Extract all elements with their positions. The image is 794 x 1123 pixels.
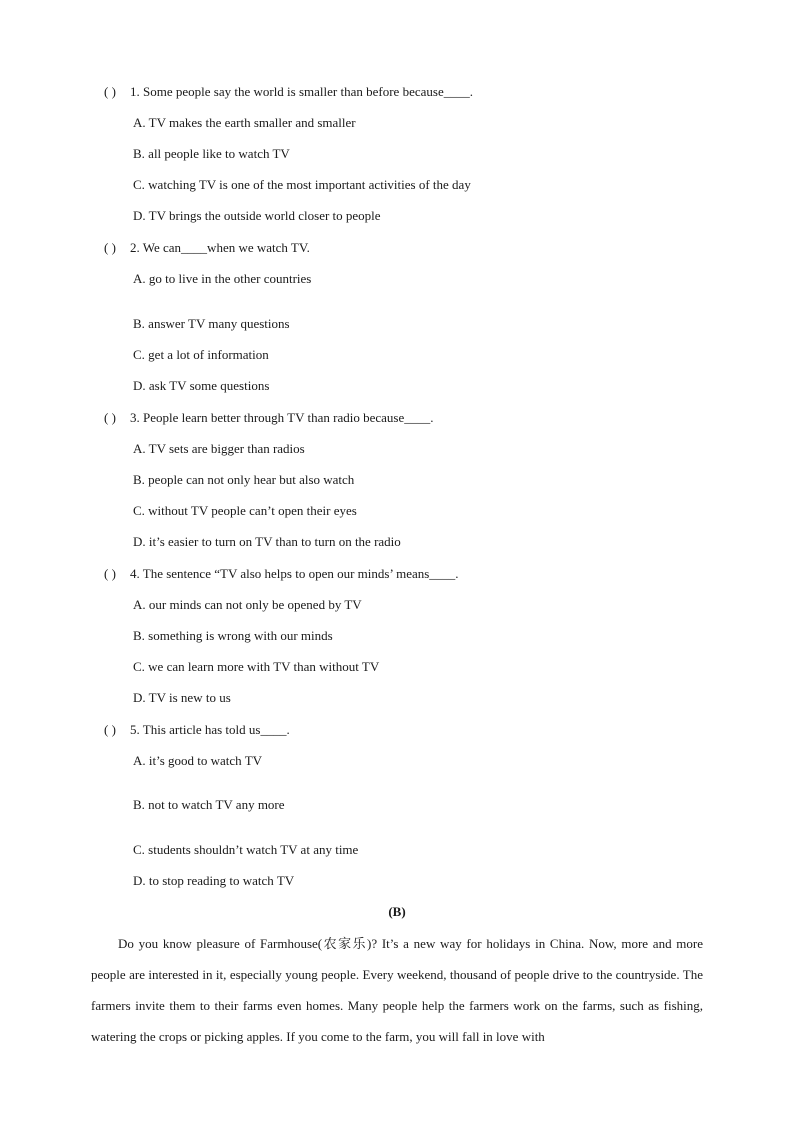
option-d: D. TV brings the outside world closer to people bbox=[133, 208, 381, 223]
option-a: A. TV sets are bigger than radios bbox=[133, 441, 305, 456]
option-a: A. our minds can not only be opened by TV bbox=[133, 597, 362, 612]
section-title: (B) bbox=[388, 904, 406, 919]
option-b: B. something is wrong with our minds bbox=[133, 628, 333, 643]
option-c: C. get a lot of information bbox=[133, 347, 269, 362]
option-d: D. to stop reading to watch TV bbox=[133, 873, 295, 888]
question-stem: 1. Some people say the world is smaller than before because____. bbox=[130, 84, 473, 99]
option-c: C. students shouldn’t watch TV at any time bbox=[133, 842, 359, 857]
question-stem: 3. People learn better through TV than radio because____. bbox=[130, 410, 434, 425]
answer-blank[interactable]: ( ) bbox=[104, 566, 116, 581]
reading-paragraph: Do you know pleasure of Farmhouse(农家乐)? It’s a new way for holidays in China. Now, more and more people are interested in it, especially young people. Every weekend, thousand of people drive to the countryside. The farmers invite them to their farms even homes. Many people help the farmers work on the farms, such as fishing, watering the crops or picking apples. If you come to the farm, you will fall in love with bbox=[91, 936, 703, 1044]
option-d: D. ask TV some questions bbox=[133, 378, 270, 393]
option-b: B. not to watch TV any more bbox=[133, 797, 285, 812]
answer-blank[interactable]: ( ) bbox=[104, 84, 116, 99]
option-d: D. TV is new to us bbox=[133, 690, 231, 705]
question-stem: 4. The sentence “TV also helps to open our minds’ means____. bbox=[130, 566, 459, 581]
option-c: C. we can learn more with TV than without TV bbox=[133, 659, 380, 674]
option-d: D. it’s easier to turn on TV than to turn on the radio bbox=[133, 534, 401, 549]
option-b: B. all people like to watch TV bbox=[133, 146, 290, 161]
option-b: B. people can not only hear but also watch bbox=[133, 472, 355, 487]
option-b: B. answer TV many questions bbox=[133, 316, 290, 331]
option-a: A. TV makes the earth smaller and smaller bbox=[133, 115, 356, 130]
question-stem: 2. We can____when we watch TV. bbox=[130, 240, 310, 255]
answer-blank[interactable]: ( ) bbox=[104, 410, 116, 425]
answer-blank[interactable]: ( ) bbox=[104, 240, 116, 255]
question-5 bbox=[104, 722, 290, 738]
option-a: A. go to live in the other countries bbox=[133, 271, 312, 286]
question-stem: 5. This article has told us____. bbox=[130, 722, 290, 737]
option-a: A. it’s good to watch TV bbox=[133, 753, 263, 768]
question-4 bbox=[104, 566, 459, 582]
option-c: C. without TV people can’t open their eyes bbox=[133, 503, 357, 518]
answer-blank[interactable]: ( ) bbox=[104, 722, 116, 737]
question-3 bbox=[104, 410, 434, 426]
question-2 bbox=[104, 240, 310, 256]
question-1 bbox=[104, 84, 473, 100]
option-c: C. watching TV is one of the most important activities of the day bbox=[133, 177, 471, 192]
